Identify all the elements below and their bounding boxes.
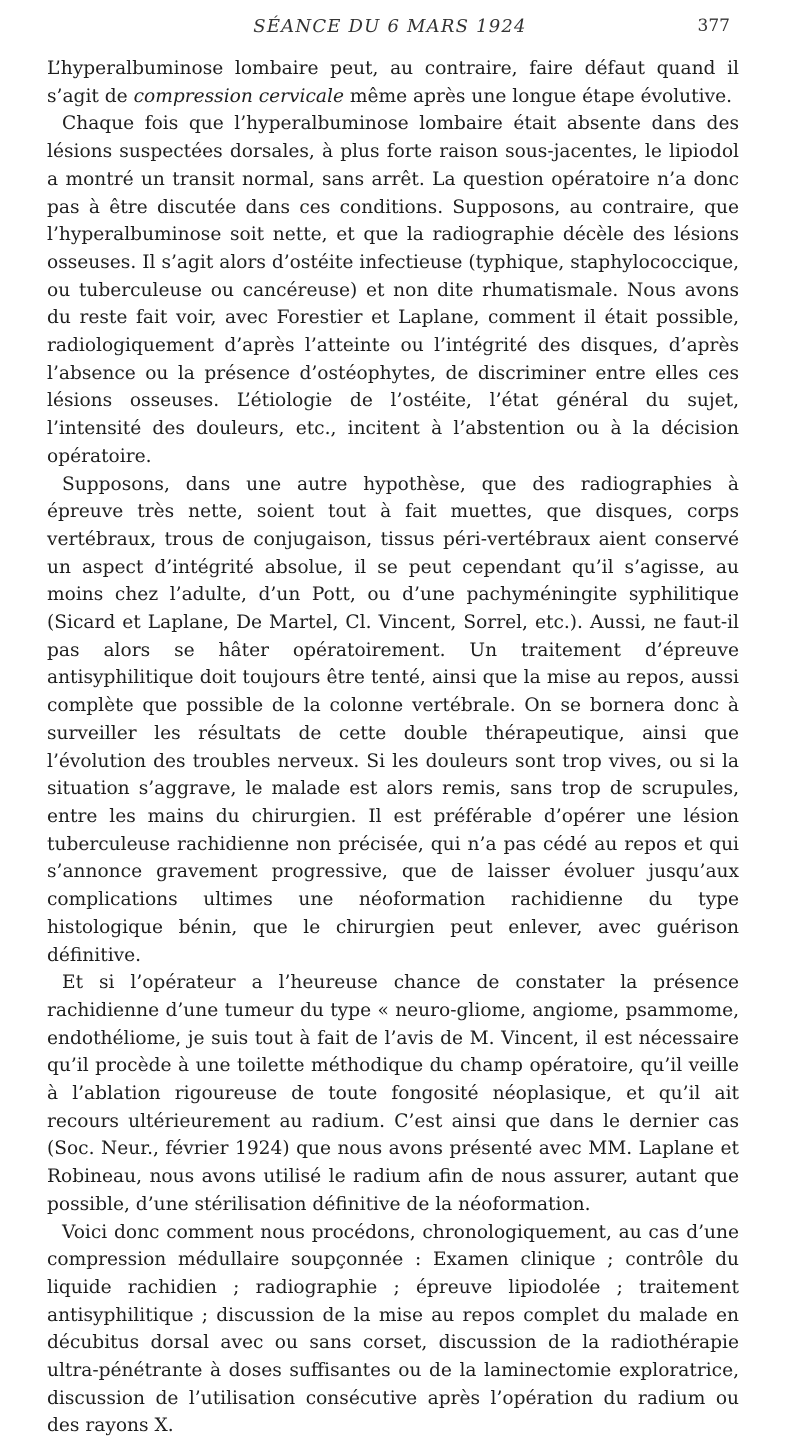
body-text — [47, 55, 739, 1440]
emphasis-compression-cervicale: compression cervicale — [133, 85, 344, 107]
running-title: SÉANCE DU 6 MARS 1924 — [253, 16, 527, 37]
paragraph-4: Et si l’opérateur a l’heureuse chance de constater la présence rachidienne d’une tumeur du type « neuro-gliome, angiome, psammome, endothéliome, je suis tout à fait de l’avis de M. Vincent, il est nécessaire qu’il procède à une toilette méthodique du champ opératoire, qu’il veille à l’ablation rigoureuse de toute fongosité néoplasique, et qu’il ait recours ultérieurement au radium. C’est ainsi que dans le dernier cas (Soc. Neur., février 1924) que nous avons présenté avec MM. Laplane et Robineau, nous avons utilisé le radium afin de nous assurer, autant que possible, d’une stérilisation définitive de la néoformation. — [47, 972, 739, 1215]
paragraph-1-end: même après une longue étape évolutive. — [343, 85, 732, 107]
page-number: 377 — [697, 16, 730, 36]
paragraph-2: Chaque fois que l’hyperalbuminose lombaire était absente dans des lésions suspectées dorsales, à plus forte raison sous-jacentes, le lipiodol a montré un transit normal, sans arrêt. La question opératoire n’a donc pas à être discutée dans ces conditions. Supposons, au contraire, que l’hyperalbuminose soit nette, et que la radiographie décèle des lésions osseuses. Il s’agit alors d’ostéite infectieuse (typhique, staphylococcique, ou tuberculeuse ou cancéreuse) et non dite rhumatismale. Nous avons du reste fait voir, avec Forestier et Laplane, comment il était possible, radiologiquement d’après l’atteinte ou l’intégrité des disques, d’après l’absence ou la présence d’ostéophytes, de discriminer entre elles ces lésions osseuses. L’étiologie de l’ostéite, l’état général du sujet, l’intensité des douleurs, etc., incitent à l’abstention ou à la décision opératoire. — [47, 113, 739, 467]
paragraph-5: Voici donc comment nous procédons, chronologiquement, au cas d’une compression médullaire soupçonnée : Examen clinique ; contrôle du liquide rachidien ; radiographie ; épreuve lipiodolée ; traitement antisyphilitique ; discussion de la mise au repos complet du malade en décubitus dorsal avec ou sans corset, discussion de la radiothérapie ultra-pénétrante à doses suffisantes ou de la laminectomie exploratrice, discussion de l’utilisation consécutive après l’opération du radium ou des rayons X. — [47, 1221, 739, 1437]
paragraph-1 — [47, 55, 739, 110]
paragraph-3: Supposons, dans une autre hypothèse, que des radiographies à épreuve très nette, soient tout à fait muettes, que disques, corps vertébraux, trous de conjugaison, tissus péri-vertébraux aient conservé un aspect d’intégrité absolue, il se peut cependant qu’il s’agisse, au moins chez l’adulte, d’un Pott, ou d’une pachyméningite syphilitique (Sicard et Laplane, De Martel, Cl. Vincent, Sorrel, etc.). Aussi, ne faut-il pas alors se hâter opératoirement. Un traitement d’épreuve antisyphilitique doit toujours être tenté, ainsi que la mise au repos, aussi complète que possible de la colonne vertébrale. On se bornera donc à surveiller les résultats de cette double thérapeutique, ainsi que l’évolution des troubles nerveux. Si les douleurs sont trop vives, ou si la situation s’aggrave, le malade est alors remis, sans trop de scrupules, entre les mains du chirurgien. Il est préférable d’opérer une lésion tuberculeuse rachidienne non précisée, qui n’a pas cédé au repos et qui s’annonce gravement progressive, que de laisser évoluer jusqu’aux complications ultimes une néoformation rachidienne du type histologique bénin, que le chirurgien peut enlever, avec guérison définitive. — [47, 473, 739, 966]
page-header — [50, 16, 730, 44]
paragraph-1-start: L’hyperalbuminose lombaire peut, au contraire, faire défaut quand il s’agit de — [47, 58, 739, 107]
